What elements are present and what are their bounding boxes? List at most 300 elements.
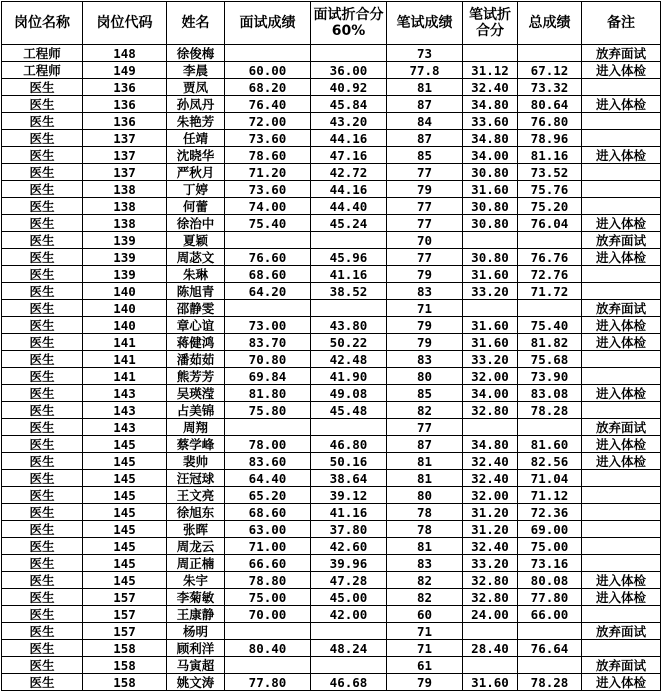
header-name: 姓名 [167,2,225,45]
cell-position-code: 136 [83,113,167,130]
cell-total-score: 67.12 [518,62,582,79]
cell-total-score [518,45,582,62]
cell-total-score: 77.80 [518,589,582,606]
cell-interview-weighted: 43.20 [311,113,387,130]
table-row [2,266,661,283]
cell-written-score: 70 [387,232,463,249]
cell-name: 李晨 [167,62,225,79]
cell-name: 蔡学峰 [167,436,225,453]
cell-remark: 进入体检 [582,436,661,453]
cell-total-score: 75.20 [518,198,582,215]
cell-remark [582,640,661,657]
cell-position-code: 138 [83,215,167,232]
cell-interview-weighted: 37.80 [311,521,387,538]
cell-position-name: 医生 [2,470,83,487]
cell-position-name: 医生 [2,521,83,538]
cell-remark: 进入体检 [582,589,661,606]
table-row [2,215,661,232]
cell-written-weighted: 31.60 [463,334,518,351]
cell-interview-weighted: 44.40 [311,198,387,215]
cell-written-weighted: 32.00 [463,487,518,504]
cell-total-score: 78.96 [518,130,582,147]
cell-written-score: 81 [387,79,463,96]
cell-interview-weighted: 50.16 [311,453,387,470]
header-interview-score: 面试成绩 [225,2,311,45]
cell-position-name: 医生 [2,334,83,351]
cell-total-score: 73.16 [518,555,582,572]
cell-name: 徐俊梅 [167,45,225,62]
cell-written-score: 71 [387,640,463,657]
cell-position-name: 医生 [2,249,83,266]
cell-name: 吴瑛滢 [167,385,225,402]
cell-name: 朱艳芳 [167,113,225,130]
cell-written-weighted [463,232,518,249]
cell-position-code: 138 [83,198,167,215]
cell-position-code: 158 [83,657,167,674]
cell-written-weighted: 31.60 [463,181,518,198]
cell-position-name: 医生 [2,351,83,368]
cell-position-code: 145 [83,521,167,538]
cell-interview-score [225,45,311,62]
table-row [2,521,661,538]
cell-position-name: 医生 [2,283,83,300]
cell-total-score: 81.82 [518,334,582,351]
cell-interview-score: 66.60 [225,555,311,572]
cell-position-code: 145 [83,453,167,470]
cell-position-name: 医生 [2,555,83,572]
cell-position-name: 医生 [2,130,83,147]
cell-written-weighted: 34.00 [463,385,518,402]
cell-position-code: 143 [83,419,167,436]
cell-remark [582,79,661,96]
cell-remark [582,504,661,521]
cell-name: 王康静 [167,606,225,623]
cell-position-name: 医生 [2,623,83,640]
cell-written-score: 87 [387,436,463,453]
cell-written-score: 82 [387,589,463,606]
cell-remark [582,555,661,572]
cell-written-score: 81 [387,470,463,487]
table-row [2,436,661,453]
table-row [2,572,661,589]
cell-total-score: 71.04 [518,470,582,487]
cell-remark [582,538,661,555]
cell-name: 徐治中 [167,215,225,232]
cell-total-score [518,419,582,436]
cell-position-name: 医生 [2,453,83,470]
cell-position-code: 137 [83,147,167,164]
cell-interview-weighted: 41.16 [311,266,387,283]
header-row [2,2,661,45]
cell-interview-weighted: 46.68 [311,674,387,691]
cell-position-name: 医生 [2,266,83,283]
cell-interview-score: 70.00 [225,606,311,623]
cell-total-score: 83.08 [518,385,582,402]
table-body [2,45,661,691]
cell-interview-weighted: 45.96 [311,249,387,266]
cell-interview-score: 72.00 [225,113,311,130]
cell-remark [582,181,661,198]
cell-written-weighted: 31.12 [463,62,518,79]
cell-position-code: 149 [83,62,167,79]
table-row [2,164,661,181]
cell-interview-weighted [311,300,387,317]
cell-position-code: 157 [83,606,167,623]
cell-interview-weighted: 45.48 [311,402,387,419]
table-row [2,79,661,96]
cell-name: 朱宇 [167,572,225,589]
header-position-code: 岗位代码 [83,2,167,45]
cell-name: 陈旭青 [167,283,225,300]
cell-position-code: 157 [83,623,167,640]
cell-interview-score [225,657,311,674]
cell-written-score: 60 [387,606,463,623]
cell-total-score: 81.60 [518,436,582,453]
cell-total-score [518,657,582,674]
cell-remark: 进入体检 [582,215,661,232]
cell-position-name: 医生 [2,436,83,453]
cell-written-weighted [463,45,518,62]
table-row [2,419,661,436]
cell-interview-weighted [311,232,387,249]
cell-position-code: 157 [83,589,167,606]
cell-written-weighted: 32.80 [463,589,518,606]
cell-name: 周苾文 [167,249,225,266]
table-row [2,385,661,402]
cell-interview-weighted: 42.00 [311,606,387,623]
cell-name: 潘茹茹 [167,351,225,368]
cell-position-code: 145 [83,487,167,504]
cell-interview-weighted: 45.24 [311,215,387,232]
cell-written-score: 77 [387,419,463,436]
cell-written-weighted: 31.20 [463,521,518,538]
cell-written-weighted: 34.80 [463,436,518,453]
cell-position-name: 工程师 [2,45,83,62]
header-written-score: 笔试成绩 [387,2,463,45]
header-total-score: 总成绩 [518,2,582,45]
cell-position-name: 医生 [2,657,83,674]
table-row [2,232,661,249]
cell-position-name: 医生 [2,589,83,606]
cell-name: 丁婷 [167,181,225,198]
cell-total-score: 80.08 [518,572,582,589]
cell-written-score: 85 [387,147,463,164]
cell-written-weighted [463,300,518,317]
cell-name: 王文亮 [167,487,225,504]
cell-name: 熊芳芳 [167,368,225,385]
cell-written-score: 71 [387,300,463,317]
table-row [2,147,661,164]
cell-name: 徐旭东 [167,504,225,521]
cell-interview-score: 70.80 [225,351,311,368]
cell-remark: 放弃面试 [582,657,661,674]
cell-written-weighted: 32.40 [463,79,518,96]
cell-total-score: 73.52 [518,164,582,181]
cell-position-name: 医生 [2,300,83,317]
cell-position-name: 医生 [2,181,83,198]
cell-position-code: 143 [83,385,167,402]
score-table [1,1,661,691]
cell-position-name: 医生 [2,538,83,555]
header-interview-weighted: 面试折合分60% [311,2,387,45]
cell-total-score: 71.12 [518,487,582,504]
table-row [2,334,661,351]
cell-position-code: 158 [83,674,167,691]
cell-remark: 进入体检 [582,249,661,266]
cell-written-weighted: 32.40 [463,538,518,555]
cell-position-name: 医生 [2,164,83,181]
cell-interview-score: 81.80 [225,385,311,402]
cell-name: 任靖 [167,130,225,147]
cell-position-code: 140 [83,317,167,334]
cell-position-name: 医生 [2,640,83,657]
cell-interview-weighted: 44.16 [311,181,387,198]
cell-interview-weighted: 40.92 [311,79,387,96]
cell-written-score: 83 [387,351,463,368]
cell-total-score: 81.16 [518,147,582,164]
cell-written-weighted: 32.00 [463,368,518,385]
cell-written-weighted: 31.20 [463,504,518,521]
cell-position-name: 医生 [2,368,83,385]
table-row [2,657,661,674]
cell-interview-weighted: 46.80 [311,436,387,453]
cell-total-score: 76.80 [518,113,582,130]
cell-written-weighted: 33.20 [463,555,518,572]
cell-position-name: 医生 [2,419,83,436]
header-position-name: 岗位名称 [2,2,83,45]
cell-written-weighted: 30.80 [463,164,518,181]
cell-written-score: 77.8 [387,62,463,79]
cell-written-score: 82 [387,572,463,589]
cell-written-score: 79 [387,334,463,351]
cell-interview-score: 80.40 [225,640,311,657]
cell-interview-score [225,419,311,436]
cell-remark [582,113,661,130]
cell-total-score: 78.28 [518,402,582,419]
cell-position-code: 136 [83,96,167,113]
cell-total-score [518,300,582,317]
cell-position-code: 145 [83,572,167,589]
table-row [2,249,661,266]
cell-written-weighted: 30.80 [463,215,518,232]
cell-written-score: 79 [387,266,463,283]
cell-interview-weighted: 49.08 [311,385,387,402]
cell-interview-weighted: 44.16 [311,130,387,147]
cell-written-score: 77 [387,215,463,232]
cell-name: 顾利洋 [167,640,225,657]
cell-interview-weighted: 42.48 [311,351,387,368]
cell-written-score: 85 [387,385,463,402]
cell-position-code: 141 [83,334,167,351]
cell-interview-weighted: 41.16 [311,504,387,521]
table-header [2,2,661,45]
cell-written-score: 82 [387,402,463,419]
cell-position-name: 医生 [2,402,83,419]
cell-position-code: 143 [83,402,167,419]
table-row [2,674,661,691]
cell-total-score: 80.64 [518,96,582,113]
cell-position-code: 139 [83,249,167,266]
cell-remark [582,487,661,504]
cell-position-code: 145 [83,555,167,572]
cell-name: 何蕾 [167,198,225,215]
cell-name: 朱琳 [167,266,225,283]
cell-remark [582,266,661,283]
cell-total-score: 66.00 [518,606,582,623]
cell-interview-score: 75.40 [225,215,311,232]
cell-total-score [518,232,582,249]
cell-interview-score: 68.20 [225,79,311,96]
table-row [2,62,661,79]
table-row [2,317,661,334]
cell-name: 周翔 [167,419,225,436]
cell-written-score: 61 [387,657,463,674]
cell-position-code: 141 [83,368,167,385]
cell-remark [582,130,661,147]
cell-total-score: 76.64 [518,640,582,657]
cell-written-weighted: 32.80 [463,402,518,419]
cell-interview-score: 64.40 [225,470,311,487]
cell-name: 汪冠球 [167,470,225,487]
cell-position-name: 医生 [2,487,83,504]
cell-written-score: 80 [387,368,463,385]
cell-written-score: 87 [387,96,463,113]
cell-interview-score: 71.20 [225,164,311,181]
cell-total-score: 73.32 [518,79,582,96]
cell-name: 周龙云 [167,538,225,555]
cell-interview-weighted: 47.28 [311,572,387,589]
cell-remark: 放弃面试 [582,45,661,62]
table-row [2,606,661,623]
cell-position-name: 医生 [2,198,83,215]
cell-written-weighted: 32.80 [463,572,518,589]
cell-total-score: 72.76 [518,266,582,283]
cell-name: 邵静雯 [167,300,225,317]
cell-written-weighted: 30.80 [463,249,518,266]
header-remark: 备注 [582,2,661,45]
cell-remark: 放弃面试 [582,300,661,317]
cell-position-name: 工程师 [2,62,83,79]
cell-interview-weighted: 39.96 [311,555,387,572]
cell-interview-score: 63.00 [225,521,311,538]
cell-position-name: 医生 [2,113,83,130]
cell-position-name: 医生 [2,232,83,249]
cell-position-code: 137 [83,130,167,147]
cell-interview-score [225,232,311,249]
cell-position-name: 医生 [2,572,83,589]
cell-written-score: 77 [387,198,463,215]
table-row [2,351,661,368]
cell-written-weighted [463,623,518,640]
table-row [2,487,661,504]
cell-interview-score: 68.60 [225,266,311,283]
cell-interview-score: 75.00 [225,589,311,606]
cell-remark: 放弃面试 [582,623,661,640]
cell-interview-weighted: 39.12 [311,487,387,504]
cell-written-score: 81 [387,453,463,470]
cell-interview-weighted: 48.24 [311,640,387,657]
cell-remark [582,198,661,215]
cell-remark: 放弃面试 [582,419,661,436]
cell-interview-score [225,300,311,317]
cell-written-weighted [463,419,518,436]
cell-name: 沈晓华 [167,147,225,164]
cell-interview-weighted: 38.52 [311,283,387,300]
table-row [2,623,661,640]
cell-written-score: 78 [387,504,463,521]
cell-name: 章心谊 [167,317,225,334]
cell-total-score: 76.76 [518,249,582,266]
cell-written-score: 79 [387,181,463,198]
cell-total-score: 75.00 [518,538,582,555]
cell-name: 蒋健鸿 [167,334,225,351]
cell-interview-score: 76.40 [225,96,311,113]
table-row [2,402,661,419]
cell-written-weighted: 28.40 [463,640,518,657]
cell-written-weighted: 31.60 [463,317,518,334]
cell-interview-score: 75.80 [225,402,311,419]
cell-interview-weighted [311,419,387,436]
cell-position-name: 医生 [2,606,83,623]
cell-name: 严秋月 [167,164,225,181]
cell-position-name: 医生 [2,674,83,691]
cell-interview-weighted: 42.60 [311,538,387,555]
cell-position-code: 145 [83,470,167,487]
table-row [2,589,661,606]
cell-position-name: 医生 [2,79,83,96]
table-row [2,283,661,300]
cell-interview-score: 77.80 [225,674,311,691]
cell-remark: 进入体检 [582,96,661,113]
cell-total-score: 71.72 [518,283,582,300]
cell-interview-score: 76.60 [225,249,311,266]
cell-interview-score: 83.70 [225,334,311,351]
cell-interview-score: 73.00 [225,317,311,334]
cell-remark: 进入体检 [582,334,661,351]
cell-name: 张晖 [167,521,225,538]
table-row [2,198,661,215]
cell-interview-score: 65.20 [225,487,311,504]
table-row [2,368,661,385]
cell-written-weighted: 33.60 [463,113,518,130]
cell-remark [582,402,661,419]
cell-interview-weighted [311,45,387,62]
cell-total-score [518,623,582,640]
cell-remark [582,521,661,538]
cell-position-code: 145 [83,538,167,555]
cell-remark [582,351,661,368]
cell-interview-weighted: 47.16 [311,147,387,164]
cell-position-code: 140 [83,283,167,300]
cell-written-score: 77 [387,164,463,181]
cell-written-weighted: 34.80 [463,130,518,147]
cell-written-weighted: 32.40 [463,453,518,470]
cell-written-weighted: 31.60 [463,266,518,283]
table-row [2,181,661,198]
cell-written-weighted: 31.60 [463,674,518,691]
cell-position-code: 145 [83,504,167,521]
table-row [2,113,661,130]
table-row [2,300,661,317]
cell-name: 周正楠 [167,555,225,572]
cell-written-weighted: 24.00 [463,606,518,623]
cell-position-name: 医生 [2,147,83,164]
cell-position-name: 医生 [2,385,83,402]
cell-interview-score: 73.60 [225,130,311,147]
cell-interview-weighted: 45.00 [311,589,387,606]
table-row [2,470,661,487]
cell-interview-weighted: 50.22 [311,334,387,351]
